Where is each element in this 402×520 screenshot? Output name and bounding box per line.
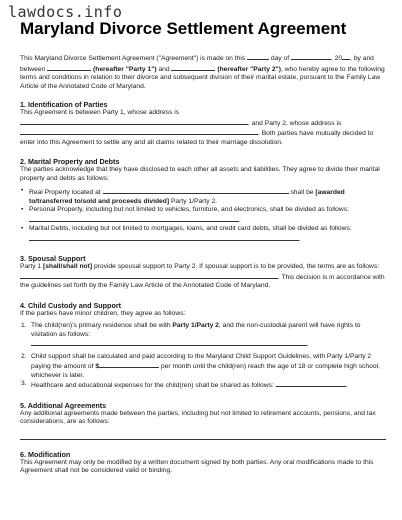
- section-heading: 6. Modification: [20, 449, 71, 459]
- day-blank[interactable]: [247, 53, 269, 60]
- list-item: 1. The child(ren)'s primary residence shall be with Party 1/Party 2, and the non-custodial parent will have rights to visitation as follows: .: [21, 322, 361, 348]
- party2-name-blank[interactable]: [171, 64, 215, 71]
- list-item: [21, 352, 386, 381]
- item-bold-text: Party 1/Party 2: [172, 322, 219, 329]
- list-item: • Personal Property, including but not limited to vehicles, furniture, and electronics, shall be divided as follows: .: [29, 206, 386, 225]
- section-heading: 1. Identification of Parties: [20, 100, 108, 109]
- section-paragraph: The parties acknowledge that they have disclosed to each other all assets and liabilities. They agree to divide their marital property and debts as follows:: [20, 166, 380, 182]
- item-text: Party 1/Party 2.: [169, 197, 218, 205]
- year-blank[interactable]: [342, 53, 350, 60]
- item-text: , and the non-custodial parent will have rights to visitation as follows:: [31, 322, 361, 338]
- item-number: 3.: [21, 380, 27, 387]
- list-item: [29, 187, 386, 206]
- section-spousal-support: [20, 254, 386, 291]
- section-identification: [20, 100, 386, 147]
- document-title: Maryland Divorce Settlement Agreement: [20, 19, 347, 38]
- section-paragraph: Any additional agreements made between the parties, including but not limited to retirement accounts, pensions, and tax considerations, are as follows:: [20, 409, 376, 425]
- item-text: shall be: [288, 189, 316, 196]
- custody-list: [20, 322, 386, 391]
- intro-text: , by and between: [20, 55, 374, 73]
- party1-label: (hereafter "Party 1"): [93, 65, 157, 73]
- intro-text: day of: [269, 55, 290, 62]
- personal-property-blank[interactable]: [29, 215, 239, 222]
- item-text: Marital Debts, including but not limited to mortgages, loans, and credit card debts, shall be divided as follows:: [29, 225, 352, 232]
- document-body: [20, 53, 386, 476]
- item-text: Personal Property, including but not limited to vehicles, furniture, and electronics, shall be divided as follows:: [29, 206, 349, 213]
- section-child-custody: [20, 301, 386, 391]
- item-text: Child support shall be calculated and paid according to the Maryland Child Support Guidelines, with Party 1/Party 2 paying the amount of: [31, 352, 372, 370]
- visitation-blank[interactable]: [31, 339, 307, 346]
- support-amount-blank[interactable]: [99, 361, 159, 368]
- party1-name-blank[interactable]: [47, 64, 91, 71]
- section-text: This Agreement is between Party 1, whose address is: [20, 109, 180, 116]
- list-item: 3. Healthcare and educational expenses for the child(ren) shall be shared as follows: .: [21, 380, 348, 389]
- section-property: [20, 157, 386, 244]
- section-heading: 4. Child Custody and Support: [20, 300, 122, 310]
- marital-debts-blank[interactable]: [29, 234, 299, 241]
- section-paragraph: [20, 109, 386, 147]
- list-item: • Marital Debts, including but not limited to mortgages, loans, and credit card debts, shall be divided as follows: .: [29, 225, 386, 244]
- item-bold-text: [awarded to/transferred to/sold and proceeds divided]: [29, 189, 345, 205]
- intro-text: , who hereby agree to the following terms and conditions in relation to their divorce and subsequent division of their marital estate, pursuant to the Family Law Article of the Annotated Code of Maryland.: [20, 65, 385, 90]
- section-text: provide spousal support to Party 2. If spousal support is to be provided, the terms are as follows:: [92, 263, 380, 270]
- section-additional: [20, 401, 386, 440]
- party2-address-blank[interactable]: [20, 128, 258, 135]
- real-property-blank[interactable]: [103, 187, 289, 194]
- month-blank[interactable]: [291, 53, 331, 60]
- party2-label: (hereafter: [217, 65, 249, 73]
- item-number: 2.: [21, 352, 27, 360]
- intro-paragraph: [20, 53, 386, 91]
- section-text: , and Party 2, whose address is: [248, 119, 342, 127]
- section-heading: 5. Additional Agreements: [20, 400, 107, 410]
- item-text: per month until the child(ren) reach the age of 18 or complete high school, whichever is later.: [31, 363, 380, 379]
- section-paragraph: This Agreement may only be modified by a written document signed by both parties. Any oral modifications made to this Agreement shall not be considered valid or binding.: [20, 458, 374, 474]
- expenses-blank[interactable]: [276, 380, 346, 387]
- section-text: . This decision is in accordance with the guidelines set forth by the Family Law Article of the Annotated Code of Maryland.: [20, 273, 385, 289]
- section-modification: [20, 450, 386, 476]
- additional-agreements-blank[interactable]: [20, 431, 386, 440]
- spousal-terms-blank[interactable]: [20, 272, 278, 279]
- intro-text: This Maryland Divorce Settlement Agreement ("Agreement") is made on this: [20, 55, 248, 62]
- section-heading: 3. Spousal Support: [20, 254, 86, 263]
- party1-address-blank[interactable]: [20, 118, 248, 125]
- section-paragraph: If the parties have minor children, they agree as follows:: [20, 309, 186, 317]
- property-list: [20, 187, 386, 244]
- section-heading: 2. Marital Property and Debts: [20, 157, 120, 166]
- intro-text: , 20: [330, 55, 343, 62]
- section-paragraph: [20, 263, 386, 291]
- item-text: Real Property located at: [29, 189, 103, 196]
- party2-label: "Party 2"): [250, 65, 281, 73]
- section-text: Party 1: [20, 263, 44, 270]
- item-text: The child(ren)'s primary residence shall be with: [31, 322, 173, 329]
- item-bold-text: $: [95, 363, 100, 370]
- item-text: Healthcare and educational expenses for the child(ren) shall be shared as follows:: [31, 382, 274, 389]
- site-brand: lawdocs.info: [8, 3, 123, 21]
- section-text: . Both parties have mutually decided to enter into this Agreement to settle any and all claims related to their marriage dissolution.: [20, 130, 374, 146]
- section-bold-text: [shall/shall not]: [43, 263, 93, 270]
- intro-text: and: [156, 65, 172, 73]
- item-number: 1.: [21, 322, 27, 329]
